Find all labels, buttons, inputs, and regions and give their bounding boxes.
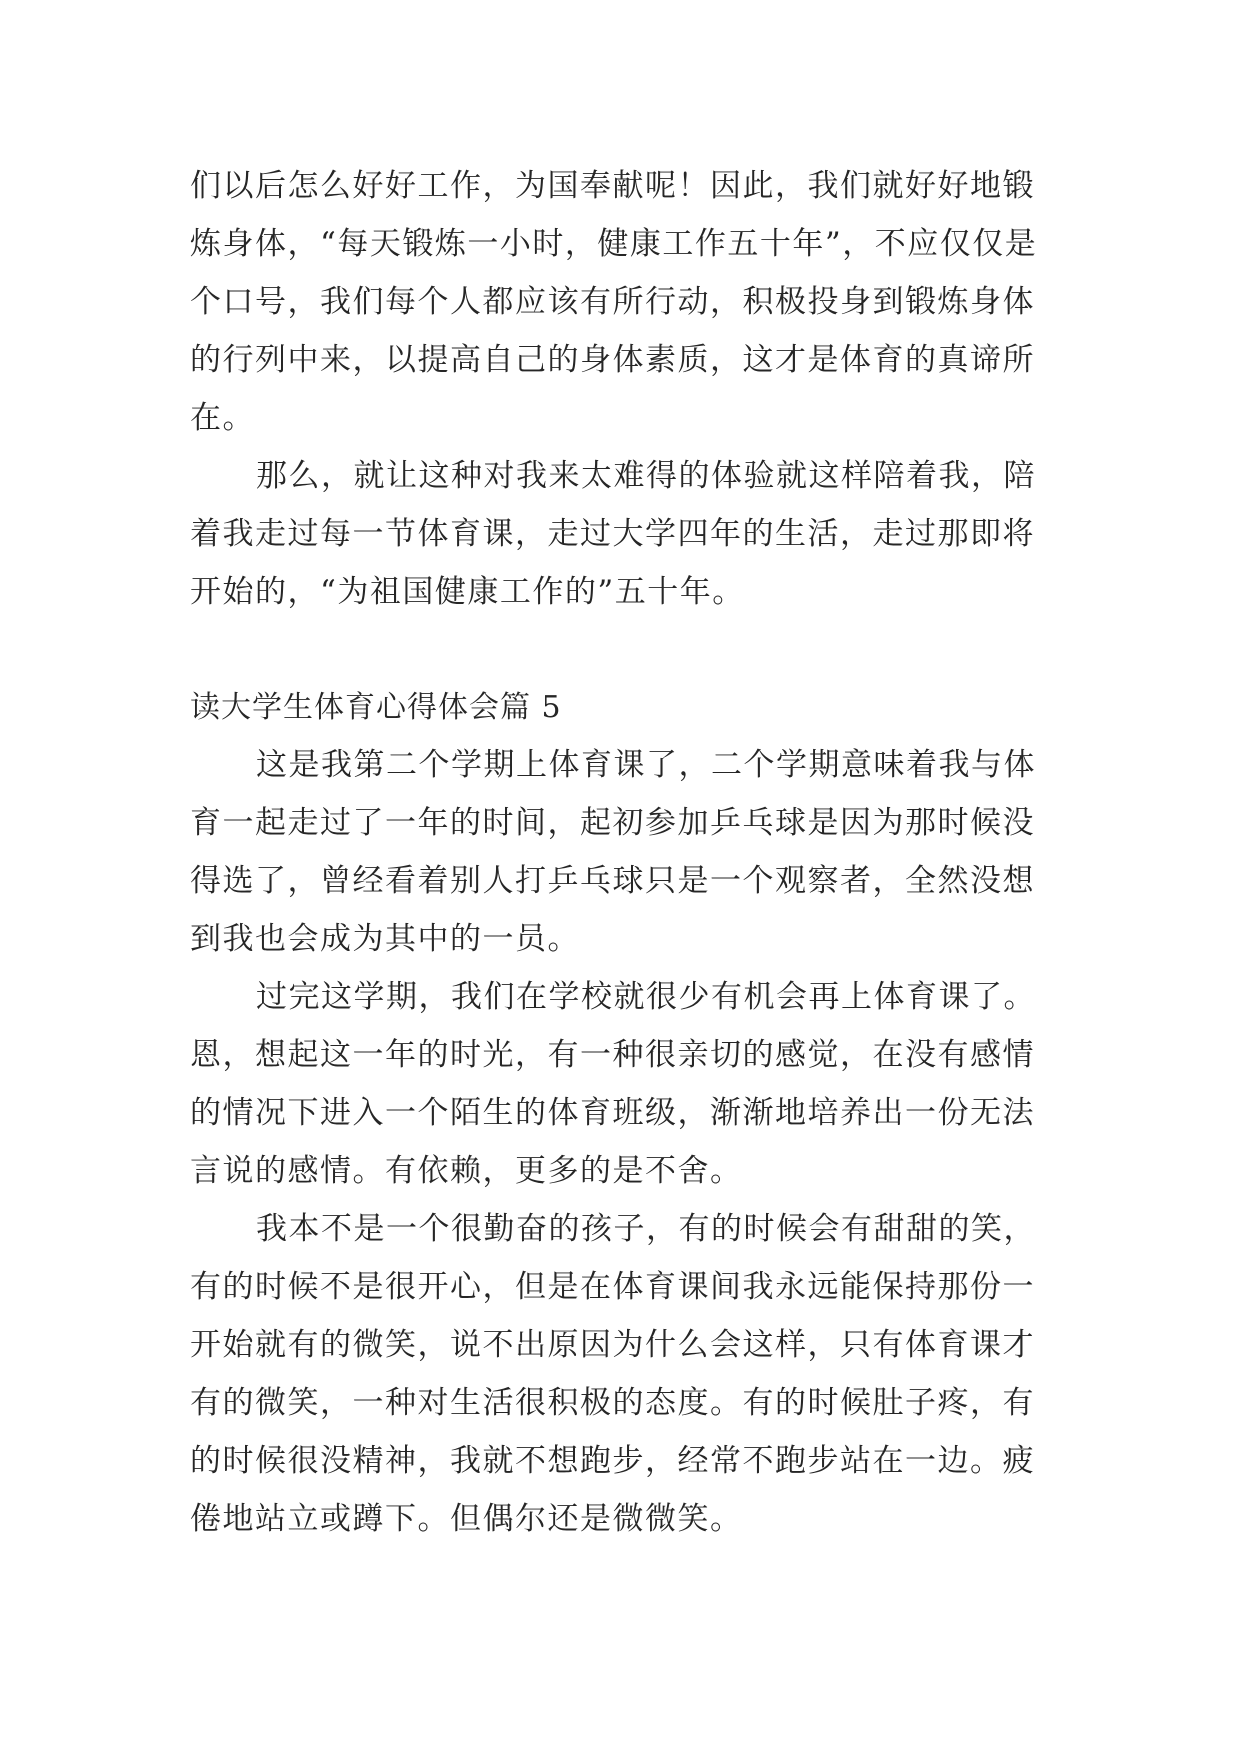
text-line: 有的微笑，一种对生活很积极的态度。有的时候肚子疼，有	[190, 1385, 1035, 1421]
text-line: 开始的，“为祖国健康工作的”五十年。	[190, 574, 745, 610]
text-line: 倦地站立或蹲下。但偶尔还是微微笑。	[190, 1501, 743, 1537]
text-line: 有的时候不是很开心，但是在体育课间我永远能保持那份一	[190, 1269, 1035, 1305]
text-line: 的时候很没精神，我就不想跑步，经常不跑步站在一边。疲	[190, 1443, 1035, 1479]
text-line: 言说的感情。有依赖，更多的是不舍。	[190, 1153, 743, 1189]
text-line: 这是我第二个学期上体育课了，二个学期意味着我与体	[256, 747, 1036, 783]
text-line: 在。	[190, 400, 255, 436]
text-line: 育一起走过了一年的时间，起初参加乒乓球是因为那时候没	[190, 805, 1035, 841]
text-line: 们以后怎么好好工作，为国奉献呢！因此，我们就好好地锻	[190, 168, 1035, 204]
text-line: 开始就有的微笑，说不出原因为什么会这样，只有体育课才	[190, 1327, 1035, 1363]
text-line: 炼身体，“每天锻炼一小时，健康工作五十年”，不应仅仅是	[190, 226, 1038, 262]
text-line: 的行列中来，以提高自己的身体素质，这才是体育的真谛所	[190, 342, 1035, 378]
text-line: 到我也会成为其中的一员。	[190, 921, 580, 957]
text-line: 着我走过每一节体育课，走过大学四年的生活，走过那即将	[190, 516, 1035, 552]
text-line: 我本不是一个很勤奋的孩子，有的时候会有甜甜的笑，	[256, 1211, 1036, 1247]
text-line: 的情况下进入一个陌生的体育班级，渐渐地培养出一份无法	[190, 1095, 1035, 1131]
text-line: 那么，就让这种对我来太难得的体验就这样陪着我，陪	[256, 458, 1036, 494]
section-heading: 读大学生体育心得体会篇 5	[190, 690, 562, 725]
text-line: 得选了，曾经看着别人打乒乓球只是一个观察者，全然没想	[190, 863, 1035, 899]
text-line: 个口号，我们每个人都应该有所行动，积极投身到锻炼身体	[190, 284, 1035, 320]
text-line: 恩，想起这一年的时光，有一种很亲切的感觉，在没有感情	[190, 1037, 1035, 1073]
text-line: 过完这学期，我们在学校就很少有机会再上体育课了。	[256, 979, 1036, 1015]
